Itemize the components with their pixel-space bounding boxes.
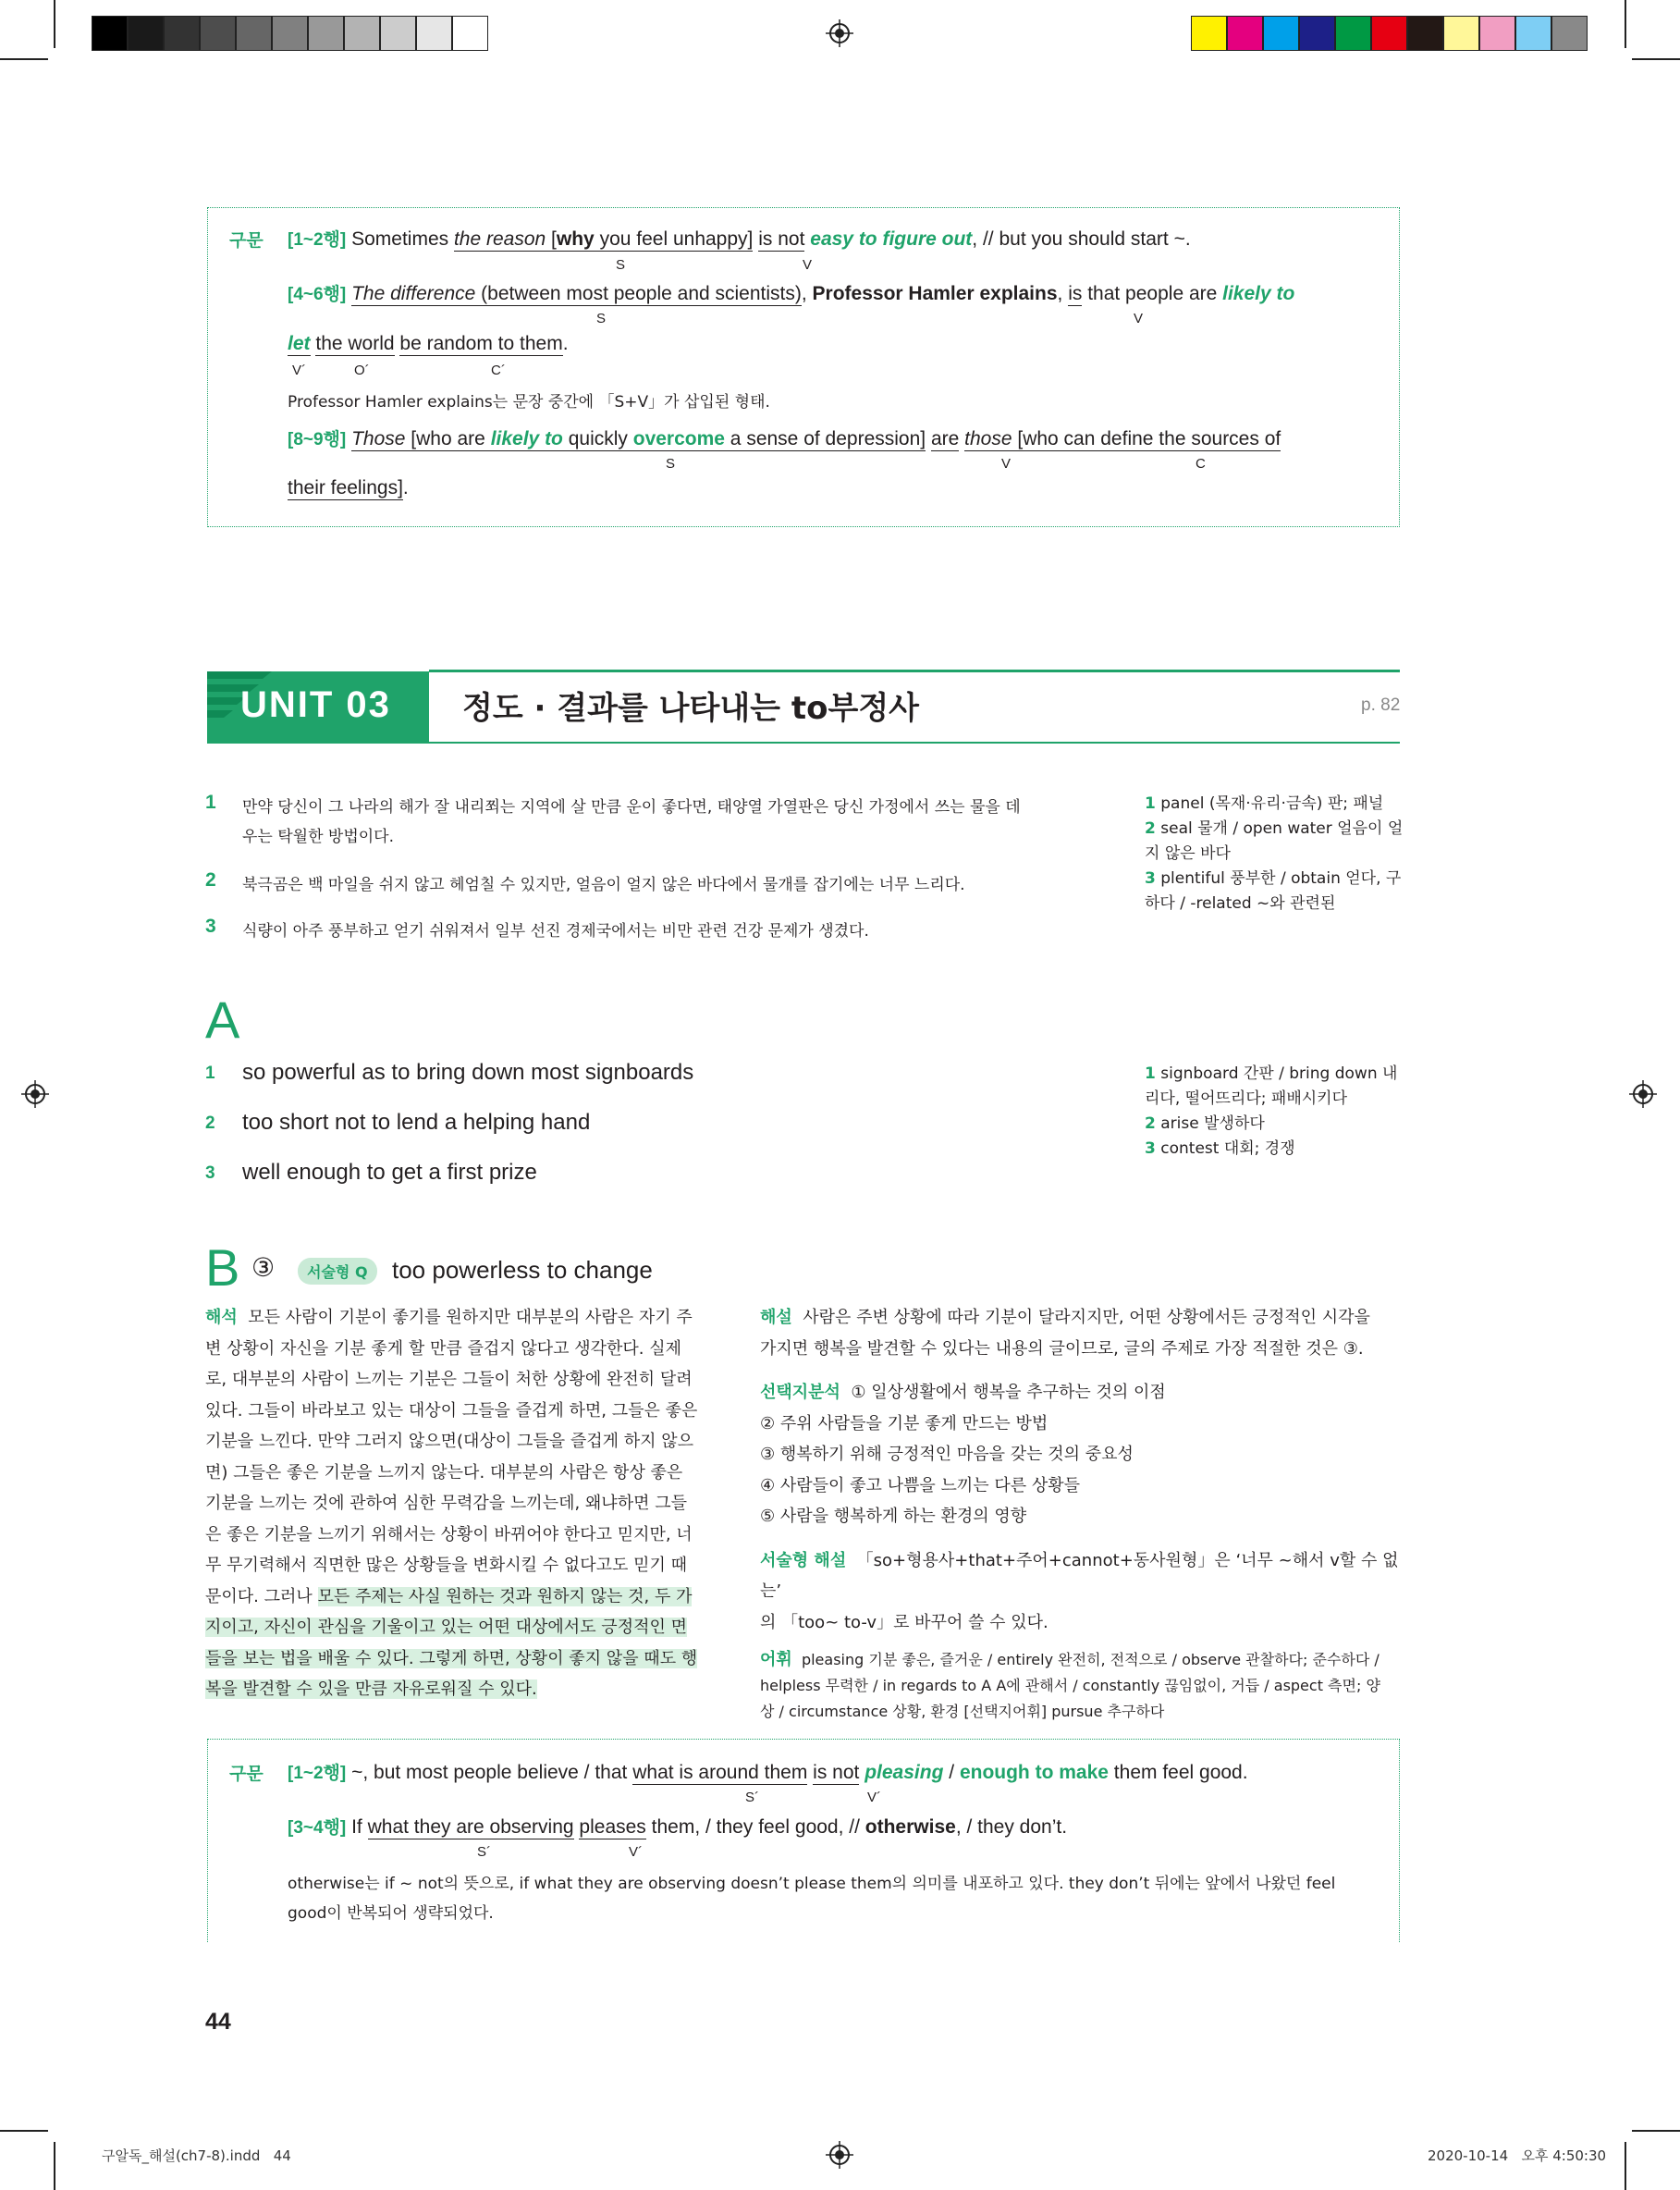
crop-mark: [54, 0, 55, 48]
grammar-note: Professor Hamler explains는 문장 중간에 「S+V」가 삽입된 형태.: [288, 393, 770, 412]
vocab-sidebar-2: 1 signboard 간판 / bring down 내 리다, 떨어뜨리다; 패배시키다 2 arise 발생하다 3 contest 대회; 경쟁: [1145, 1064, 1398, 1158]
label-c: C´: [491, 363, 506, 378]
translation-text: 북극곰은 백 마일을 쉬지 않고 헤엄칠 수 있지만, 얼음이 얼지 않은 바다에서 물개를 잡기에는 너무 느리다.: [242, 876, 965, 894]
color-swatch: [1407, 16, 1443, 51]
label-v: V: [1001, 456, 1012, 472]
gray-swatch: [92, 16, 128, 51]
registration-target-icon: [826, 19, 853, 47]
crop-mark: [1625, 2142, 1626, 2190]
translation-number: 2: [205, 869, 216, 891]
label-v: V: [1134, 311, 1144, 326]
label-s: S: [666, 456, 676, 472]
label-s: S: [596, 311, 607, 326]
color-swatch: [1479, 16, 1515, 51]
unit-bottom-rule: [207, 742, 1400, 744]
essay-answer: too powerless to change: [392, 1256, 653, 1284]
grammar-sentence-4: [1~2행] ~, but most people believe / that what is around them is not pleasing / enough to make them feel good.: [288, 1762, 1248, 1783]
crop-mark: [1625, 0, 1626, 48]
gray-swatch: [200, 16, 236, 51]
page-number: 44: [205, 2009, 231, 2035]
grammar-sentence-5: [3~4행] If what they are observing pleases them, / they feel good, // otherwise, / they don’t.: [288, 1816, 1068, 1838]
label-s: S: [616, 257, 626, 273]
answer-text: so powerful as to bring down most signboards: [242, 1060, 694, 1085]
grammar-sentence-2: [4~6행] The difference (between most people and scientists), Professor Hamler explains, is that people are likely to: [288, 283, 1295, 304]
gray-swatch: [164, 16, 200, 51]
page-reference: p. 82: [1361, 695, 1401, 715]
grammar-tag: 구문: [229, 231, 264, 251]
gray-swatch: [272, 16, 308, 51]
translation-number: 1: [205, 792, 216, 813]
registration-target-icon: [21, 1080, 49, 1108]
color-swatch: [1299, 16, 1335, 51]
label-s: S´: [745, 1790, 759, 1805]
answer-number: 2: [205, 1113, 215, 1133]
answer-text: well enough to get a first prize: [242, 1160, 537, 1185]
unit-badge: [207, 671, 429, 742]
answer-number: 3: [205, 1163, 215, 1183]
grammar-note: otherwise는 if ~ not의 뜻으로, if what they are observing doesn’t please them의 의미를 내포하고 있다. they don’t 뒤에는 앞에서 나왔던 feel: [288, 1875, 1336, 1893]
gray-swatch: [452, 16, 488, 51]
unit-label: UNIT 03: [240, 684, 391, 725]
vocab-sidebar-1: 1 panel (목재·유리·금속) 판; 패널 2 seal 물개 / open water 얼음이 얼 지 않은 바다 3 plentiful 풍부한 / obtain 얻다, 구 하다 / -related ~와 관련된: [1145, 794, 1404, 913]
essay-badge: 서술형 Q: [298, 1258, 377, 1285]
gray-swatch: [416, 16, 452, 51]
color-swatch: [1191, 16, 1227, 51]
grammar-sentence-1: [1~2행] Sometimes the reason [why you feel unhappy] is not easy to figure out, // but you should start ~.: [288, 228, 1191, 250]
label-s: S´: [477, 1844, 491, 1860]
translation-number: 3: [205, 916, 216, 937]
gray-swatch: [308, 16, 344, 51]
label-v: V´: [867, 1790, 881, 1805]
crop-mark: [0, 58, 48, 60]
section-letter-b: B: [205, 1238, 240, 1297]
section-letter-a: A: [205, 990, 240, 1049]
crop-mark: [1632, 2130, 1680, 2132]
unit-top-rule: [429, 670, 1400, 672]
color-swatch: [1443, 16, 1479, 51]
crop-mark: [54, 2142, 55, 2190]
translation-paragraph: 해석 모든 사람이 기분이 좋기를 원하지만 대부분의 사람은 자기 주 변 상황이 자신을 기분 좋게 할 만큼 즐겁지 않다고 생각한다. 실제 로, 대부분의 사람이 느끼는 기분은 그들이 처한 상황에 완전히 달려 있다. 그들이 바라보고 있는 대상이 그들을 즐겁게 하면, 그들은 좋은 기분을 느낀다. 만약 그러지 않으면(대상이 그들을 즐겁게 하지 않으 면) 그들은 좋은 기분을 느끼지 않는다. 대부분의 사람은 항상 좋은 기분을 느끼는 것에 관하여 심한 무력감을 느끼는데, 왜냐하면 그들 은 좋은 기분을 느끼기 위해서는 상황이 바뀌어야 한다고 믿지만, 너 무 무기력해서 직면한 많은 상황들을 변화시킬 수 없다고도 믿기 때 문이다. 그러나 모든 주제는 사실 원하는 것과 원하지 않는 것, 두 가 지이고, 자신이 관심을 기울이고 있는 어떤 대상에서도 긍정적인 면 들을 보는 법을 배울 수 있다. 그렇게 하면, 상황이 좋지 않을 때도 행 복을 발견할 수 있을 만큼 자유로워질 수 있다.: [205, 1308, 698, 1699]
label-o: O´: [354, 363, 370, 378]
answer-number: 1: [205, 1064, 215, 1083]
color-swatch: [1551, 16, 1588, 51]
grammar-sentence-2b: let the world be random to them.: [288, 333, 569, 354]
unit-title: 정도 · 결과를 나타내는 to부정사: [462, 690, 920, 727]
label-v: V: [803, 257, 813, 273]
registration-target-icon: [1629, 1080, 1657, 1108]
label-c: C: [1196, 456, 1206, 472]
label-v: V´: [629, 1844, 643, 1860]
b-answer: ③: [251, 1253, 276, 1282]
label-v: V´: [292, 363, 306, 378]
explanation-column: 해설 사람은 주변 상황에 따라 기분이 달라지지만, 어떤 상황에서든 긍정적인 시각을 가지면 행복을 발견할 수 있다는 내용의 글이므로, 글의 주제로 가장 적절한 것은 ③. 선택지분석 ① 일상생활에서 행복을 추구하는 것의 이점 ② 주위 사람들을 기분 좋게 만드는 방법 ③ 행복하기 위해 긍정적인 마음을 갖는 것의 중요성 ④ 사람들이 좋고 나쁨을 느끼는 다른 상황들 ⑤ 사람을 행복하게 하는 환경의 영향 서술형 해설 「so+형용사+that+주어+cannot+동사원형」은 ‘너무 ~해서 v할 수 없는’ 의 「too~ to-v」로 바꾸어 쓸 수 있다. 어휘 pleasing 기분 좋은, 즐거운 / entirely 완전히, 전적으로 / observe 관찰하다; 준수하다 / helpless 무력한 / in regards to A A에 관해서 / constantly 끊임없이, 거듭 / aspect 측면; 양 상 / circumstance 상황, 환경 [선택지어휘] pursue 추구하다: [760, 1308, 1399, 1720]
grammar-sentence-3b: their feelings].: [288, 477, 409, 498]
grammar-tag: 구문: [229, 1765, 264, 1784]
translation-text: 우는 탁월한 방법이다.: [242, 828, 395, 846]
gray-swatch: [236, 16, 272, 51]
registration-target-icon: [826, 2141, 853, 2169]
color-swatch: [1227, 16, 1263, 51]
crop-mark: [0, 2130, 48, 2132]
gray-swatch: [380, 16, 416, 51]
translation-text: 식량이 아주 풍부하고 얻기 쉬워져서 일부 선진 경제국에서는 비만 관련 건강 문제가 생겼다.: [242, 922, 869, 941]
crop-mark: [1632, 58, 1680, 60]
color-swatch: [1335, 16, 1371, 51]
gray-swatch: [344, 16, 380, 51]
grammar-sentence-3: [8~9행] Those [who are likely to quickly overcome a sense of depression] are those [who can define the sources of: [288, 428, 1281, 449]
translation-text: 만약 당신이 그 나라의 해가 잘 내리쬐는 지역에 살 만큼 운이 좋다면, 태양열 가열판은 당신 가정에서 쓰는 물을 데: [242, 798, 1021, 817]
grammar-note: good이 반복되어 생략되었다.: [288, 1904, 494, 1923]
footer-filename: 구알독_해설(ch7-8).indd 44: [102, 2147, 291, 2164]
footer-date: 2020-10-14 오후 4:50:30: [1428, 2147, 1607, 2164]
color-swatch: [1515, 16, 1551, 51]
gray-swatch: [128, 16, 164, 51]
color-swatch: [1263, 16, 1299, 51]
answer-text: too short not to lend a helping hand: [242, 1110, 591, 1135]
color-swatch: [1371, 16, 1407, 51]
